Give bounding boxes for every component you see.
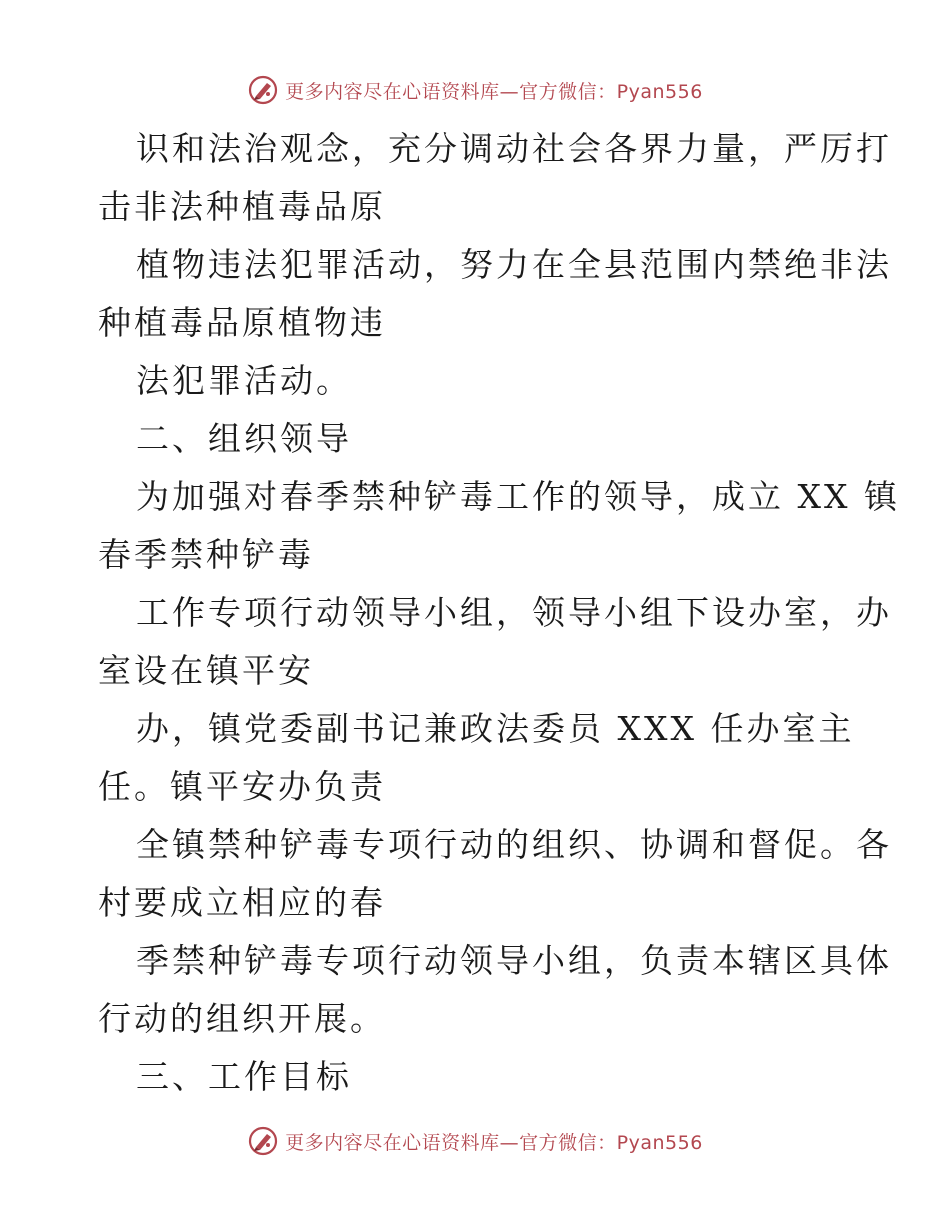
paragraph-line: 识和法治观念，充分调动社会各界力量，严厉打: [136, 129, 892, 168]
paragraph-line: 季禁种铲毒专项行动领导小组，负责本辖区具体: [136, 941, 892, 980]
paragraph-line: 法犯罪活动。: [136, 361, 352, 400]
paragraph-line: 村要成立相应的春: [98, 883, 386, 922]
paragraph: [98, 352, 858, 410]
paragraph: [98, 700, 858, 816]
document-body: [98, 120, 900, 1106]
paragraph-line: 为加强对春季禁种铲毒工作的领导，成立 XX 镇: [136, 477, 900, 516]
footer-banner: [0, 1125, 950, 1157]
paragraph-line: 种植毒品原植物违: [98, 303, 386, 342]
paragraph: [98, 932, 892, 1048]
paragraph-line: 击非法种植毒品原: [98, 187, 386, 226]
paragraph-line: 室设在镇平安: [98, 651, 314, 690]
paragraph: [98, 468, 900, 584]
pen-logo-icon: [247, 74, 279, 106]
paragraph: [98, 120, 892, 236]
paragraph-line: 工作专项行动领导小组，领导小组下设办室，办: [136, 593, 892, 632]
paragraph-line: 春季禁种铲毒: [98, 535, 314, 574]
paragraph-line: 植物违法犯罪活动，努力在全县范围内禁绝非法: [136, 245, 892, 284]
paragraph-line: 全镇禁种铲毒专项行动的组织、协调和督促。各: [136, 825, 892, 864]
section-heading: [98, 410, 858, 468]
paragraph-line: 任。镇平安办负责: [98, 767, 386, 806]
paragraph: [98, 236, 892, 352]
paragraph: [98, 584, 892, 700]
section-heading: [98, 1048, 858, 1106]
header-banner: [0, 74, 950, 106]
paragraph: [98, 816, 892, 932]
pen-logo-icon: [247, 1125, 279, 1157]
paragraph-line: 行动的组织开展。: [98, 999, 386, 1038]
header-text: 更多内容尽在心语资料库—官方微信：Pyan556: [285, 80, 703, 103]
section-heading-text: 三、工作目标: [136, 1057, 352, 1096]
paragraph-line: 办，镇党委副书记兼政法委员 XXX 任办室主: [136, 709, 855, 748]
section-heading-text: 二、组织领导: [136, 419, 352, 458]
footer-text: 更多内容尽在心语资料库—官方微信：Pyan556: [285, 1131, 703, 1154]
